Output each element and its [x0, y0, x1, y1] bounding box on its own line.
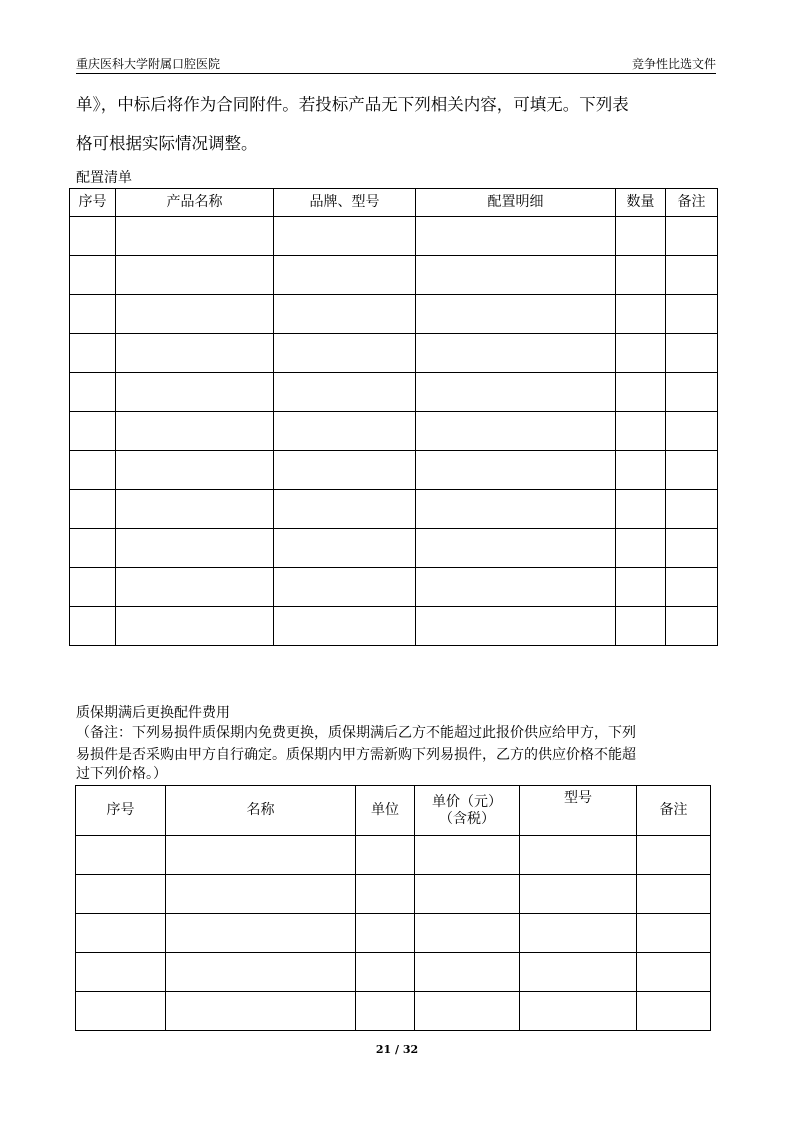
- config-list-title: 配置清单: [76, 170, 132, 186]
- page-number: 21 / 32: [375, 1043, 419, 1056]
- table-cell: [274, 295, 416, 334]
- table-cell: [637, 914, 711, 953]
- table-cell: [616, 295, 666, 334]
- table-row: [76, 992, 711, 1031]
- table-cell: [274, 412, 416, 451]
- table-row: [70, 412, 718, 451]
- table-cell: [274, 529, 416, 568]
- table-cell: [637, 953, 711, 992]
- parts-price-table: [75, 785, 711, 1031]
- table-cell: [616, 451, 666, 490]
- table-cell: [616, 490, 666, 529]
- table-cell: [116, 334, 274, 373]
- table-cell: [415, 953, 520, 992]
- table-cell: [274, 490, 416, 529]
- table-cell: [666, 529, 718, 568]
- table-cell: [415, 875, 520, 914]
- table-cell: [274, 217, 416, 256]
- table-cell: [416, 607, 616, 646]
- table-cell: [274, 256, 416, 295]
- header-divider: [76, 73, 716, 74]
- table-cell: [70, 373, 116, 412]
- col-header-index: 序号: [76, 786, 166, 836]
- table-cell: [666, 373, 718, 412]
- table-cell: [76, 836, 166, 875]
- intro-line-1: 单》，中标后将作为合同附件。若投标产品无下列相关内容，可填无。下列表: [76, 95, 629, 114]
- table-cell: [356, 953, 415, 992]
- table-row: [76, 914, 711, 953]
- table-row: [70, 490, 718, 529]
- config-table-header-row: [70, 189, 718, 217]
- table-cell: [637, 875, 711, 914]
- parts-note-line-1: （备注：下列易损件质保期内免费更换，质保期满后乙方不能超过此报价供应给甲方，下列: [76, 725, 636, 741]
- table-cell: [416, 334, 616, 373]
- table-cell: [616, 373, 666, 412]
- table-cell: [520, 992, 637, 1031]
- table-cell: [274, 334, 416, 373]
- table-cell: [520, 953, 637, 992]
- header-hospital-name: 重庆医科大学附属口腔医院: [76, 57, 221, 71]
- table-cell: [616, 529, 666, 568]
- col-header-brand-model: 品牌、型号: [274, 189, 416, 217]
- table-cell: [415, 992, 520, 1031]
- parts-note-line-3: 过下列价格。）: [76, 766, 167, 782]
- table-cell: [70, 490, 116, 529]
- table-row: [70, 256, 718, 295]
- table-cell: [70, 529, 116, 568]
- table-cell: [416, 217, 616, 256]
- table-cell: [616, 568, 666, 607]
- config-list-table: [69, 188, 718, 646]
- table-cell: [76, 992, 166, 1031]
- table-row: [70, 217, 718, 256]
- table-cell: [416, 529, 616, 568]
- table-row: [70, 373, 718, 412]
- table-cell: [666, 217, 718, 256]
- intro-line-2: 格可根据实际情况调整。: [76, 134, 258, 153]
- table-cell: [666, 295, 718, 334]
- table-cell: [76, 914, 166, 953]
- table-cell: [116, 451, 274, 490]
- table-cell: [116, 373, 274, 412]
- table-row: [70, 334, 718, 373]
- table-cell: [70, 295, 116, 334]
- table-row: [70, 295, 718, 334]
- table-cell: [356, 875, 415, 914]
- table-cell: [116, 490, 274, 529]
- table-cell: [356, 914, 415, 953]
- table-cell: [637, 836, 711, 875]
- table-cell: [356, 992, 415, 1031]
- table-cell: [520, 914, 637, 953]
- table-cell: [416, 490, 616, 529]
- table-cell: [666, 607, 718, 646]
- table-cell: [616, 256, 666, 295]
- table-row: [70, 568, 718, 607]
- table-cell: [116, 529, 274, 568]
- col-header-model: 型号: [520, 786, 637, 836]
- table-cell: [520, 875, 637, 914]
- table-cell: [356, 836, 415, 875]
- table-cell: [116, 607, 274, 646]
- table-cell: [70, 607, 116, 646]
- col-header-config-detail: 配置明细: [416, 189, 616, 217]
- table-cell: [520, 836, 637, 875]
- table-cell: [70, 412, 116, 451]
- table-cell: [637, 992, 711, 1031]
- col-header-index: 序号: [70, 189, 116, 217]
- table-row: [70, 451, 718, 490]
- col-header-remarks: 备注: [666, 189, 718, 217]
- table-cell: [166, 992, 356, 1031]
- table-cell: [70, 256, 116, 295]
- col-header-remarks: 备注: [637, 786, 711, 836]
- table-row: [76, 836, 711, 875]
- table-cell: [116, 295, 274, 334]
- table-row: [76, 953, 711, 992]
- table-cell: [70, 217, 116, 256]
- table-cell: [116, 412, 274, 451]
- table-cell: [666, 568, 718, 607]
- table-cell: [166, 953, 356, 992]
- tax-included-label: （含税）: [439, 810, 495, 827]
- table-cell: [616, 334, 666, 373]
- table-cell: [416, 256, 616, 295]
- table-cell: [76, 875, 166, 914]
- table-cell: [616, 412, 666, 451]
- table-cell: [274, 607, 416, 646]
- table-cell: [666, 451, 718, 490]
- table-cell: [666, 334, 718, 373]
- table-row: [70, 607, 718, 646]
- table-cell: [666, 412, 718, 451]
- table-cell: [166, 836, 356, 875]
- table-cell: [416, 295, 616, 334]
- table-cell: [415, 914, 520, 953]
- col-header-unit-price: [415, 786, 520, 836]
- table-cell: [70, 568, 116, 607]
- col-header-quantity: 数量: [616, 189, 666, 217]
- table-cell: [274, 568, 416, 607]
- table-cell: [166, 914, 356, 953]
- parts-note-line-2: 易损件是否采购由甲方自行确定。质保期内甲方需新购下列易损件，乙方的供应价格不能超: [76, 747, 636, 763]
- table-cell: [116, 256, 274, 295]
- col-header-name: 名称: [166, 786, 356, 836]
- table-cell: [274, 373, 416, 412]
- table-cell: [416, 568, 616, 607]
- table-row: [70, 529, 718, 568]
- table-row: [76, 875, 711, 914]
- table-cell: [116, 217, 274, 256]
- table-cell: [70, 451, 116, 490]
- table-cell: [416, 451, 616, 490]
- table-cell: [70, 334, 116, 373]
- table-cell: [416, 412, 616, 451]
- parts-title: 质保期满后更换配件费用: [76, 705, 230, 721]
- table-cell: [666, 256, 718, 295]
- table-cell: [76, 953, 166, 992]
- table-cell: [616, 607, 666, 646]
- parts-table-header-row: [76, 786, 711, 836]
- table-cell: [666, 490, 718, 529]
- header-document-type: 竞争性比选文件: [631, 57, 716, 71]
- table-cell: [415, 836, 520, 875]
- table-cell: [616, 217, 666, 256]
- table-cell: [116, 568, 274, 607]
- col-header-product-name: 产品名称: [116, 189, 274, 217]
- col-header-unit: 单位: [356, 786, 415, 836]
- table-cell: [274, 451, 416, 490]
- table-cell: [166, 875, 356, 914]
- table-cell: [416, 373, 616, 412]
- unit-price-label: 单价（元）: [432, 793, 502, 810]
